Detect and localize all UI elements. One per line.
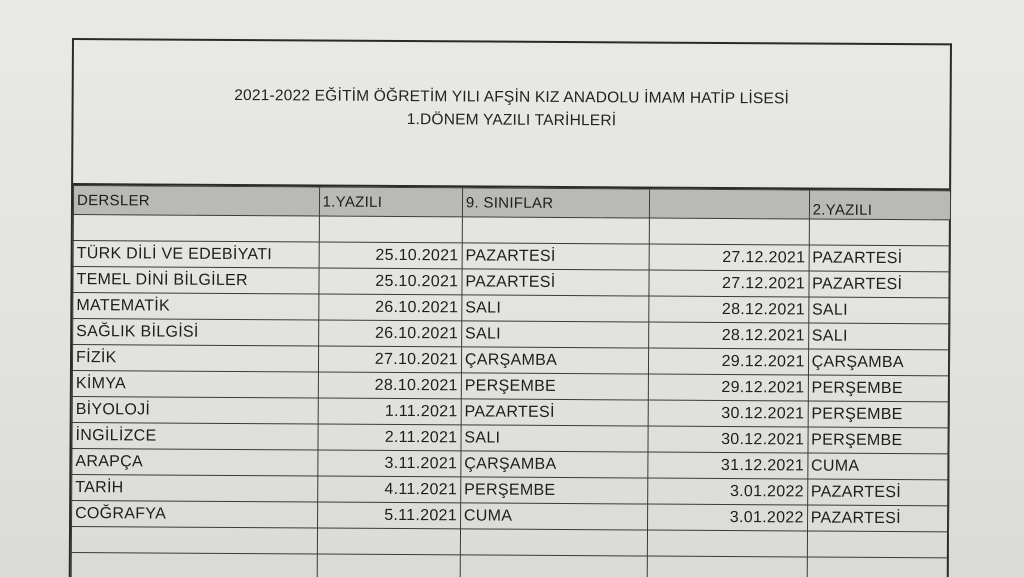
second-exam-date-cell: 27.12.2021 — [649, 270, 809, 297]
first-exam-day-cell: PAZARTESİ — [462, 269, 650, 296]
second-exam-date-cell: 3.01.2022 — [648, 478, 808, 505]
subject-cell: TEMEL DİNİ BİLGİLER — [73, 267, 319, 294]
schedule-title: 1.DÖNEM YAZILI TARİHLERİ — [406, 111, 617, 130]
first-exam-date-cell: 26.10.2021 — [318, 320, 461, 347]
first-exam-day-cell: ÇARŞAMBA — [461, 451, 649, 478]
first-exam-day-cell: CUMA — [460, 503, 648, 530]
subject-cell: MATEMATİK — [73, 293, 319, 320]
header-second-exam: 2.YAZILI — [809, 190, 951, 220]
second-exam-day-cell: PERŞEMBE — [808, 401, 950, 428]
header-grade: 9. SINIFLAR — [462, 188, 650, 218]
first-exam-date-cell: 25.10.2021 — [319, 242, 462, 269]
first-exam-day-cell: SALI — [461, 425, 649, 452]
second-exam-day-cell: PAZARTESİ — [809, 271, 951, 298]
first-exam-date-cell: 28.10.2021 — [318, 372, 461, 399]
second-exam-date-cell: 27.12.2021 — [649, 244, 809, 271]
empty-row — [71, 553, 948, 577]
subject-cell: TÜRK DİLİ VE EDEBİYATI — [73, 241, 319, 268]
first-exam-date-cell: 3.11.2021 — [317, 450, 460, 477]
subject-cell: TARİH — [72, 475, 318, 502]
header-subject: DERSLER — [73, 186, 319, 216]
first-exam-day-cell: ÇARŞAMBA — [461, 347, 649, 374]
school-title: 2021-2022 EĞİTİM ÖĞRETİM YILI AFŞİN KIZ ANADOLU İMAM HATİP LİSESİ — [234, 86, 790, 108]
header-blank — [650, 189, 810, 219]
first-exam-day-cell: PAZARTESİ — [461, 399, 649, 426]
second-exam-day-cell: PERŞEMBE — [808, 375, 950, 402]
first-exam-date-cell: 27.10.2021 — [318, 346, 461, 373]
first-exam-date-cell: 26.10.2021 — [318, 294, 461, 321]
header-first-exam: 1.YAZILI — [319, 187, 462, 217]
second-exam-date-cell: 30.12.2021 — [648, 426, 808, 453]
second-exam-day-cell: PAZARTESİ — [807, 505, 949, 532]
second-exam-date-cell: 28.12.2021 — [649, 296, 809, 323]
second-exam-day-cell: PAZARTESİ — [807, 479, 949, 506]
subject-cell: FİZİK — [72, 345, 318, 372]
subject-cell: KİMYA — [72, 371, 318, 398]
second-exam-date-cell: 28.12.2021 — [649, 322, 809, 349]
subject-cell: COĞRAFYA — [72, 501, 318, 528]
exam-schedule-sheet — [69, 38, 952, 577]
exam-schedule-table — [71, 185, 951, 577]
subject-cell: SAĞLIK BİLGİSİ — [73, 319, 319, 346]
first-exam-day-cell: PAZARTESİ — [462, 243, 650, 270]
first-exam-day-cell: SALI — [461, 321, 649, 348]
second-exam-date-cell: 29.12.2021 — [649, 348, 809, 375]
subject-cell: İNGİLİZCE — [72, 423, 318, 450]
document-header — [73, 40, 950, 190]
second-exam-day-cell: PERŞEMBE — [808, 427, 950, 454]
first-exam-date-cell: 5.11.2021 — [317, 502, 460, 529]
second-exam-day-cell: CUMA — [807, 453, 949, 480]
first-exam-date-cell: 2.11.2021 — [318, 424, 461, 451]
first-exam-date-cell: 25.10.2021 — [318, 268, 461, 295]
second-exam-date-cell: 29.12.2021 — [649, 374, 809, 401]
first-exam-date-cell: 1.11.2021 — [318, 398, 461, 425]
first-exam-day-cell: PERŞEMBE — [461, 477, 649, 504]
second-exam-date-cell: 31.12.2021 — [648, 452, 808, 479]
first-exam-day-cell: PERŞEMBE — [461, 373, 649, 400]
second-exam-day-cell: ÇARŞAMBA — [808, 349, 950, 376]
second-exam-day-cell: SALI — [808, 323, 950, 350]
subject-cell: BİYOLOJİ — [72, 397, 318, 424]
first-exam-date-cell: 4.11.2021 — [317, 476, 460, 503]
second-exam-day-cell: PAZARTESİ — [809, 245, 951, 272]
subject-cell: ARAPÇA — [72, 449, 318, 476]
second-exam-day-cell: SALI — [808, 297, 950, 324]
first-exam-day-cell: SALI — [462, 295, 650, 322]
second-exam-date-cell: 3.01.2022 — [648, 504, 808, 531]
second-exam-date-cell: 30.12.2021 — [648, 400, 808, 427]
